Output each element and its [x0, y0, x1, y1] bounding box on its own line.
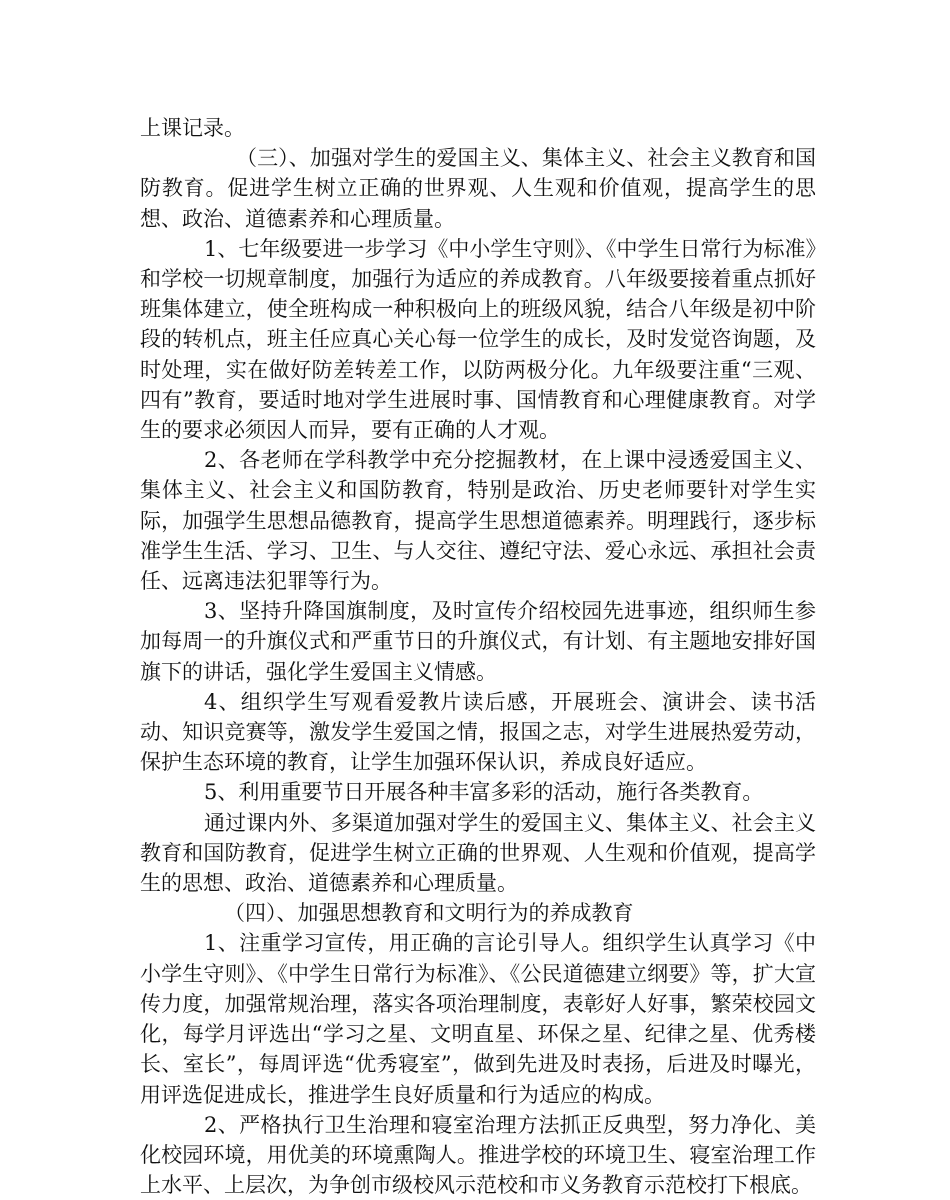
paragraph-item-1: 1、七年级要进一步学习《中小学生守则》、《中学生日常行为标准》和学校一切规章制度，加强行为适应的养成教育。八年级要接着重点抓好班集体建立，使全班构成一种积极向上的班级风貌，结合八年级是初中阶段的转机点，班主任应真心关心每一位学生的成长，及时发觉咨询题，及时处理，实在做好防差转差工作，以防两极分化。九年级要注重“三观、四有”教育，要适时地对学生进展时事、国情教育和心理健康教育。对学生的要求必须因人而异，要有正确的人才观。 [140, 236, 816, 443]
paragraph-item-5: 5、利用重要节日开展各种丰富多彩的活动，施行各类教育。 [204, 780, 764, 805]
paragraph-item-2: 2、各老师在学科教学中充分挖掘教材，在上课中浸透爱国主义、集体主义、社会主义和国防教育，特别是政治、历史老师要针对学生实际，加强学生思想品德教育，提高学生思想道德素养。明理践行，逐步标准学生生活、学习、卫生、与人交往、遵纪守法、爱心永远、承担社会责任、远离违法犯罪等行为。 [140, 448, 816, 594]
paragraph-item-3: 3、坚持升降国旗制度，及时宣传介绍校园先进事迹，组织师生参加每周一的升旗仪式和严重节日的升旗仪式，有计划、有主题地安排好国旗下的讲话，强化学生爱国主义情感。 [140, 599, 816, 684]
paragraph-item-4: 4、组织学生写观看爱教片读后感，开展班会、演讲会、读书活动、知识竞赛等，激发学生爱国之情，报国之志，对学生进展热爱劳动，保护生态环境的教育，让学生加强环保认识，养成良好适应。 [140, 689, 816, 775]
section-heading-4: （四）、加强思想教育和文明行为的养成教育 [224, 901, 634, 926]
paragraph-summary: 通过课内外、多渠道加强对学生的爱国主义、集体主义、社会主义教育和国防教育，促进学生树立正确的世界观、人生观和价值观，提高学生的思想、政治、道德素养和心理质量。 [140, 810, 816, 896]
section-heading-3: （三）、加强对学生的爱国主义、集体主义、社会主义教育和国防教育。促进学生树立正确的世界观、人生观和价值观，提高学生的思想、政治、道德素养和心理质量。 [140, 146, 816, 231]
paragraph-item-1b: 1、注重学习宣传，用正确的言论引导人。组织学生认真学习《中小学生守则》、《中学生日常行为标准》、《公民道德建立纲要》等，扩大宣传力度，加强常规治理，落实各项治理制度，表彰好人好事，繁荣校园文化，每学月评选出“学习之星、文明直星、环保之星、纪律之星、优秀楼长、室长”，每周评选“优秀寝室”，做到先进及时表扬，后进及时曝光，用评选促进成长，推进学生良好质量和行为适应的构成。 [140, 931, 816, 1107]
paragraph-continuation: 上课记录。 [140, 116, 245, 140]
paragraph-item-2b: 2、严格执行卫生治理和寝室治理方法抓正反典型，努力净化、美化校园环境，用优美的环境熏陶人。推进学校的环境卫生、寝室治理工作上水平、上层次，为争创市级校风示范校和市义务教育示范校打下根底。 [140, 1112, 816, 1198]
document-page [140, 113, 816, 1200]
